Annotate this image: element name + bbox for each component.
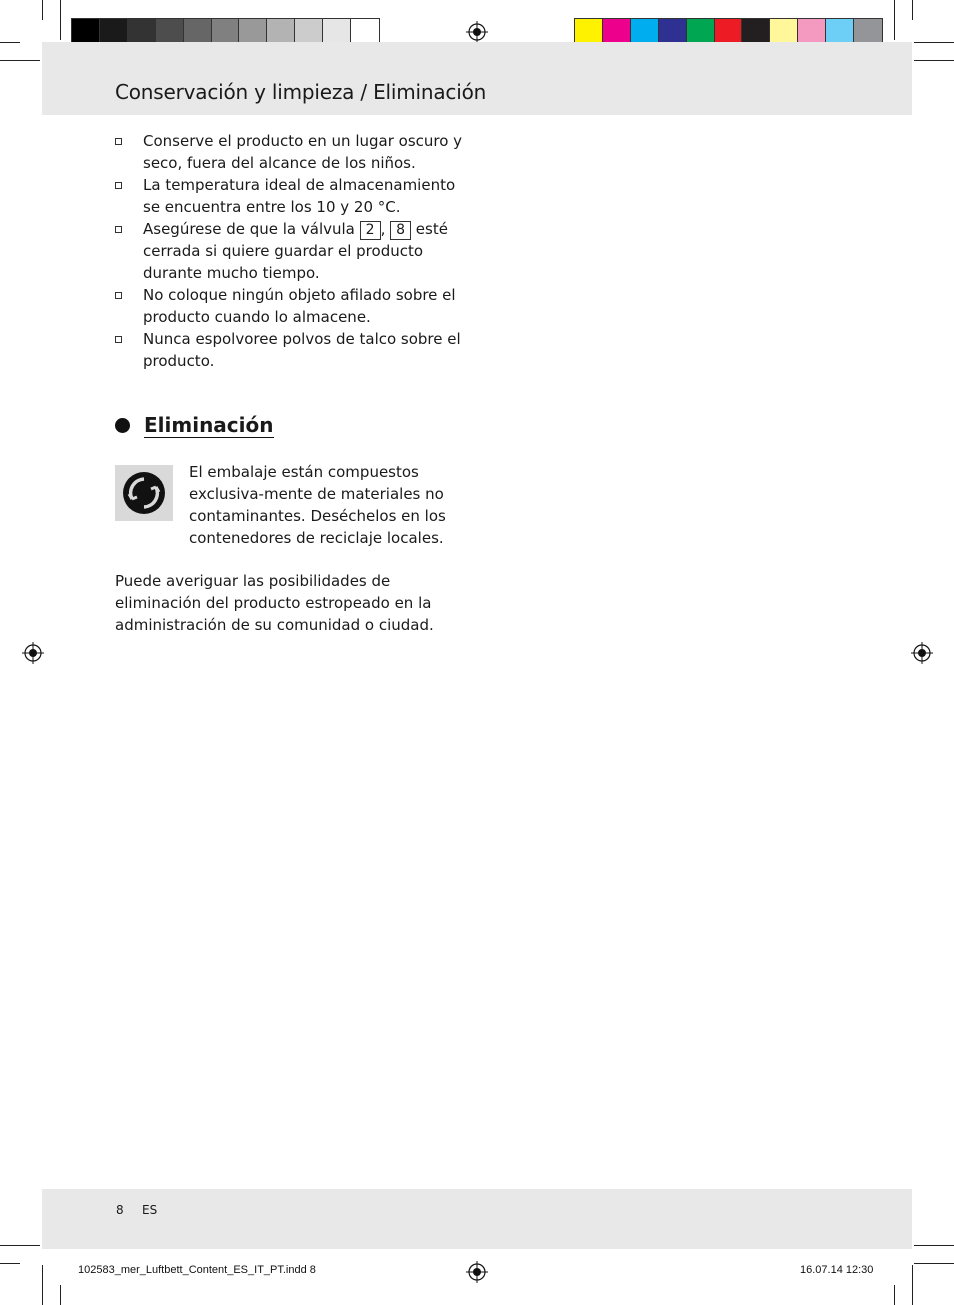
print-slug-filename: 102583_mer_Luftbett_Content_ES_IT_PT.indd 8 [78,1264,316,1276]
checkbox-bullet-icon [115,182,122,189]
section-title: Eliminación [144,413,274,437]
part-reference-8: 8 [390,221,411,240]
list-item-text: Asegúrese de que la válvula [143,220,360,238]
crop-mark [60,1285,61,1305]
checkbox-bullet-icon [115,226,122,233]
packaging-disposal-text: El embalaje están compuestos exclusiva-mente de materiales no contaminantes. Deséchelos en los contenedores de reciclaje locales. [189,463,446,547]
list-item-text: esté cerrada si quiere guardar el producto durante mucho tiempo. [143,220,448,282]
crop-mark [914,1263,954,1264]
crop-mark [914,60,954,61]
list-item-text: Nunca espolvoree polvos de talco sobre el producto. [143,330,461,370]
language-code: ES [142,1203,158,1217]
crop-mark [0,42,20,43]
list-item-text: Conserve el producto en un lugar oscuro y seco, fuera del alcance de los niños. [143,132,463,172]
crop-mark [912,0,913,20]
list-item [115,174,475,218]
disposal-heading [115,413,274,438]
list-item [115,328,475,372]
registration-mark-icon [911,642,933,664]
crop-mark [914,1245,954,1246]
part-reference-2: 2 [360,221,381,240]
crop-mark [914,42,954,43]
crop-mark [0,1263,20,1264]
product-disposal-text: Puede averiguar las posibilidades de eliminación del producto estropeado en la administración de su comunidad o ciudad. [115,572,434,634]
page-number: 8 [116,1203,124,1217]
checkbox-bullet-icon [115,336,122,343]
storage-list [115,130,475,372]
storage-section [115,130,475,372]
crop-mark [42,1265,43,1305]
crop-mark [42,0,43,20]
list-item [115,284,475,328]
crop-mark [0,1245,40,1246]
crop-mark [60,0,61,40]
registration-mark-icon [466,21,488,43]
crop-mark [894,1285,895,1305]
checkbox-bullet-icon [115,138,122,145]
list-item-separator: , [380,220,391,238]
crop-mark [894,0,895,40]
list-item [115,218,475,284]
checkbox-bullet-icon [115,292,122,299]
green-dot-recycle-icon [115,465,173,521]
list-item [115,130,475,174]
footer-band [42,1189,912,1249]
crop-mark [0,60,40,61]
print-slug-datetime: 16.07.14 12:30 [800,1264,874,1276]
list-item-text: No coloque ningún objeto afilado sobre el producto cuando lo almacene. [143,286,456,326]
registration-mark-icon [466,1261,488,1283]
bullet-dot-icon [115,418,130,433]
registration-mark-icon [22,642,44,664]
page-title: Conservación y limpieza / Eliminación [115,80,487,104]
crop-mark [912,1265,913,1305]
list-item-text: La temperatura ideal de almacenamiento se encuentra entre los 10 y 20 °C. [143,176,456,216]
header-band [42,42,912,115]
